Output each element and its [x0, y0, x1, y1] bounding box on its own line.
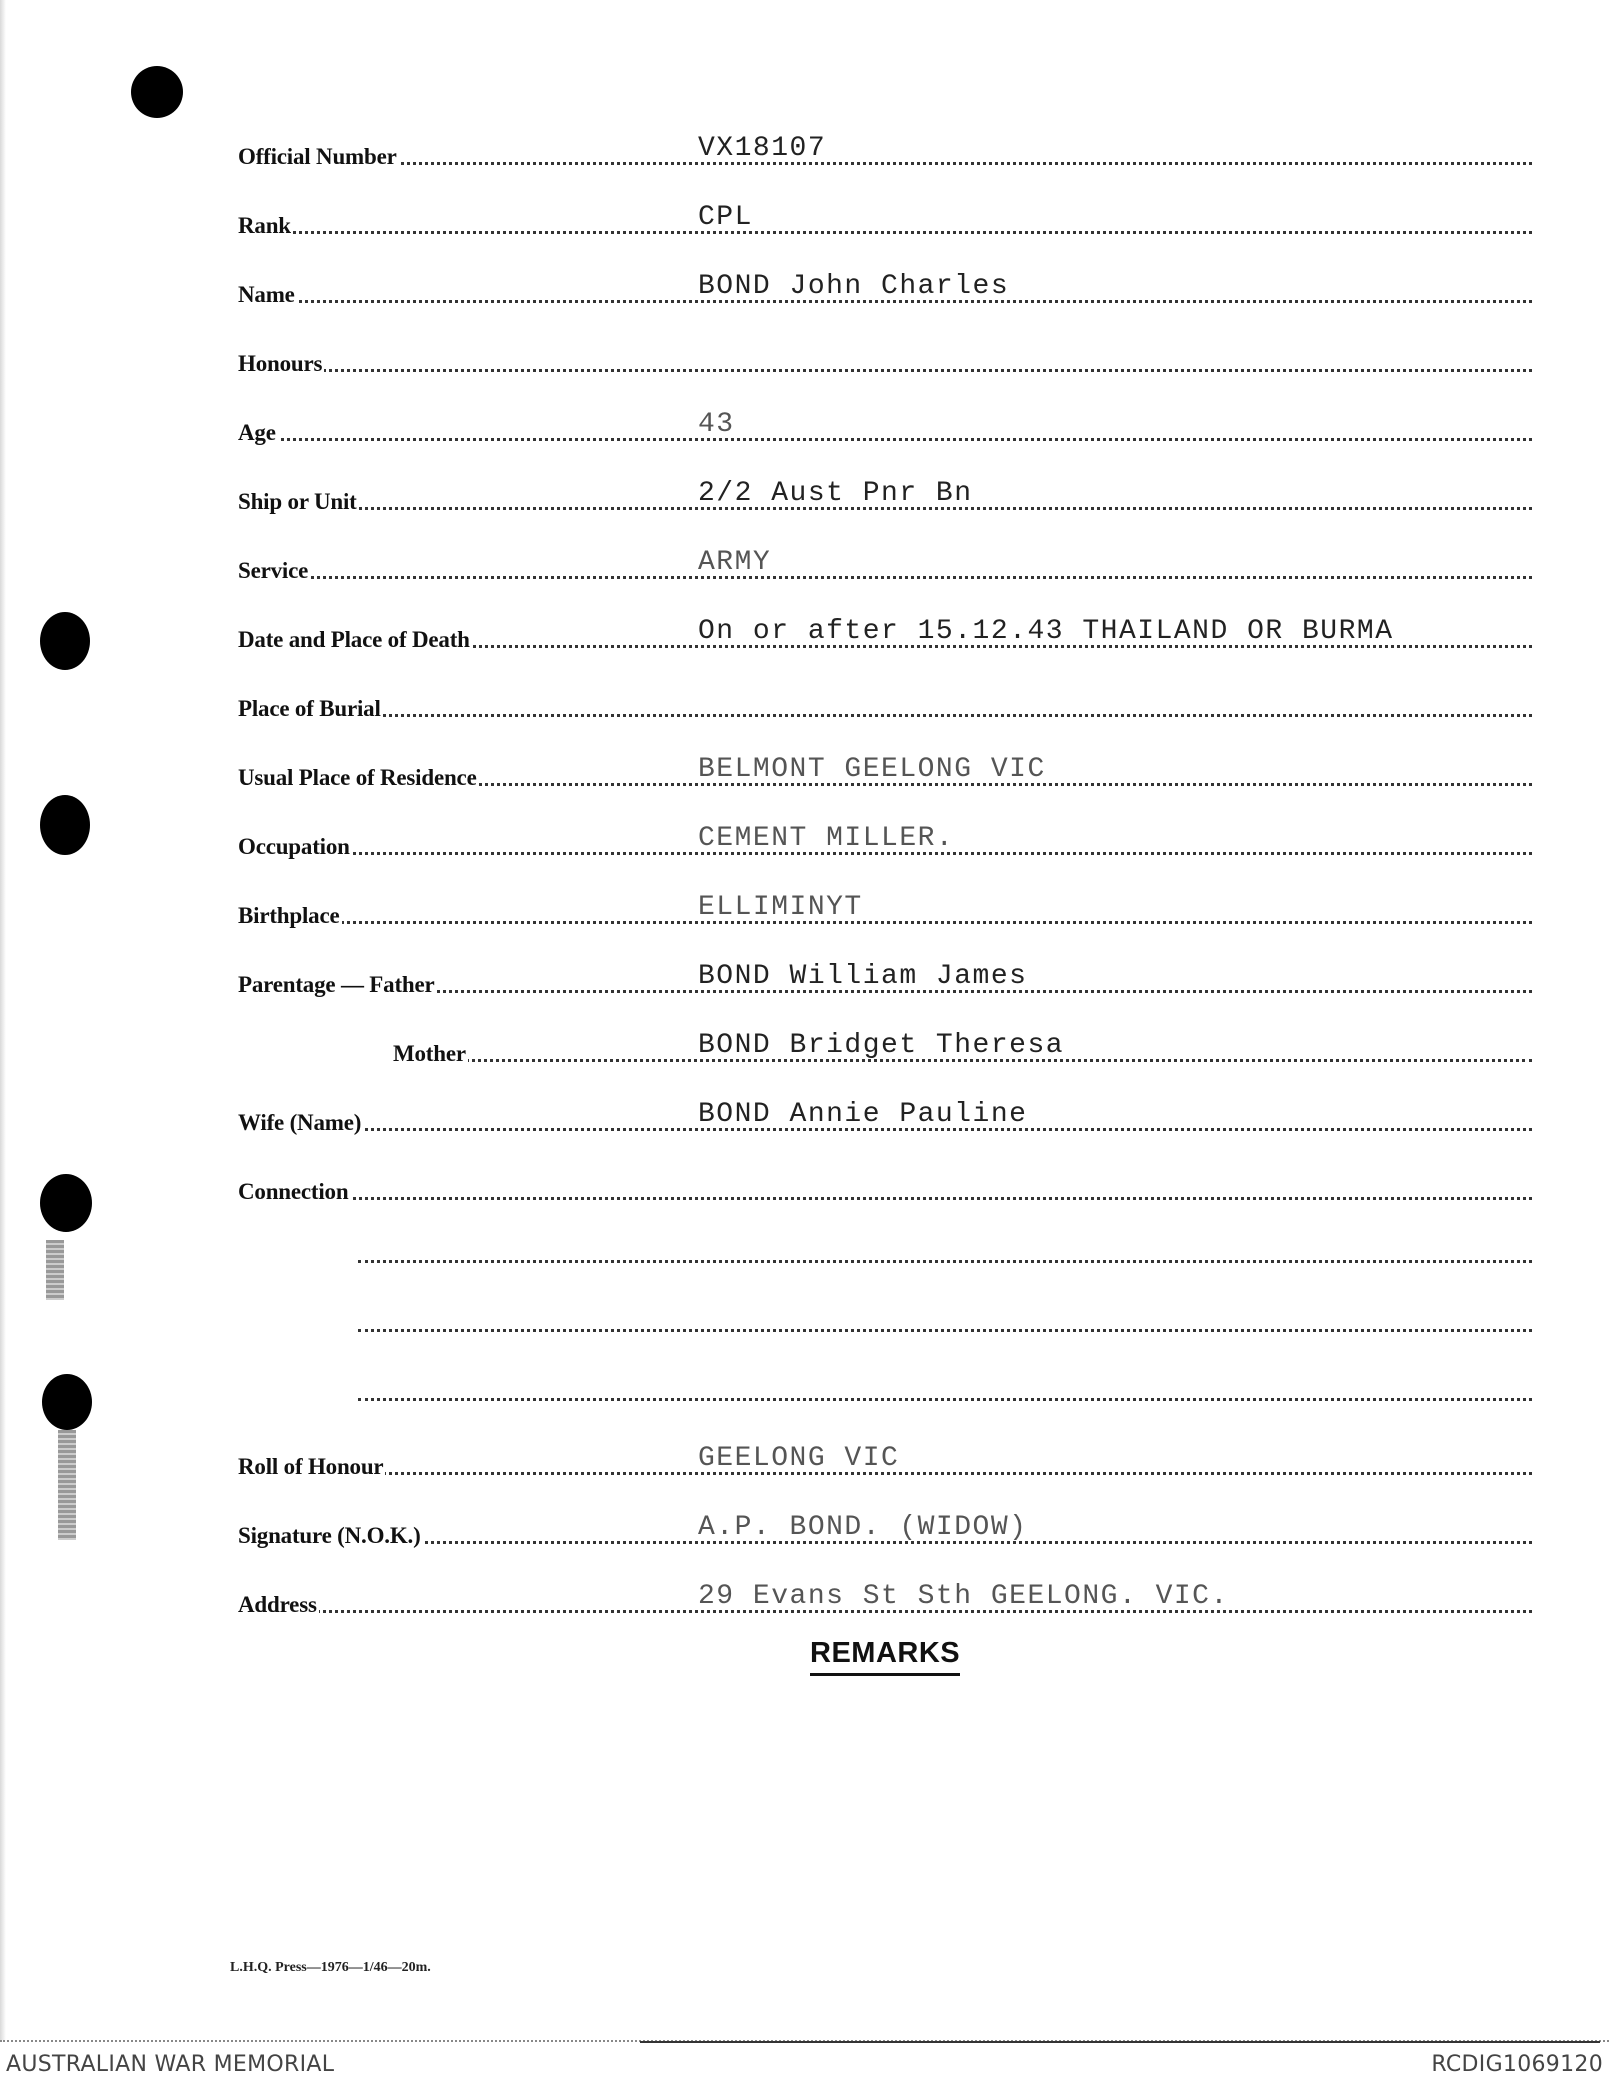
punch-hole — [42, 1374, 92, 1430]
footer-divider-solid — [640, 2041, 1600, 2043]
field-label: Honours — [238, 351, 323, 376]
field-parentage-father — [238, 958, 1532, 998]
field-value: GEELONG VIC — [698, 1443, 900, 1474]
field-occupation — [238, 820, 1532, 860]
field-address — [238, 1578, 1532, 1618]
field-value: A.P. BOND. (WIDOW) — [698, 1512, 1028, 1543]
field-birthplace — [238, 889, 1532, 929]
field-label: Place of Burial — [238, 696, 381, 721]
binding-mark — [46, 1240, 64, 1300]
field-date-place-of-death — [238, 613, 1532, 653]
field-value: ARMY — [698, 547, 772, 578]
field-value: On or after 15.12.43 THAILAND OR BURMA — [698, 616, 1394, 647]
field-label: Signature (N.O.K.) — [238, 1523, 421, 1548]
field-value: BELMONT GEELONG VIC — [698, 754, 1046, 785]
field-label: Address — [238, 1592, 317, 1617]
field-usual-residence — [238, 751, 1532, 791]
field-label: Wife (Name) — [238, 1110, 362, 1135]
connection-blank-line — [358, 1394, 1532, 1401]
field-value: BOND William James — [698, 961, 1028, 992]
field-label: Birthplace — [238, 903, 340, 928]
field-label: Occupation — [238, 834, 350, 859]
connection-blank-line — [358, 1256, 1532, 1263]
field-label: Service — [238, 558, 309, 583]
field-wife-name — [238, 1096, 1532, 1136]
dotted-line — [238, 369, 1532, 372]
scan-edge — [0, 0, 6, 2040]
field-value: ELLIMINYT — [698, 892, 863, 923]
field-age — [238, 406, 1532, 446]
field-label: Rank — [238, 213, 291, 238]
field-official-number — [238, 130, 1532, 170]
dotted-line — [238, 1197, 1532, 1200]
field-value: VX18107 — [698, 133, 827, 164]
field-label: Roll of Honour — [238, 1454, 384, 1479]
field-honours — [238, 337, 1532, 377]
punch-hole — [40, 1174, 92, 1232]
punch-hole — [40, 612, 90, 670]
punch-hole — [40, 795, 90, 855]
field-parentage-mother — [238, 1027, 1532, 1067]
field-name — [238, 268, 1532, 308]
field-rank — [238, 199, 1532, 239]
dotted-line — [238, 576, 1532, 579]
dotted-line — [238, 162, 1532, 165]
field-label: Usual Place of Residence — [238, 765, 477, 790]
dotted-line — [238, 438, 1532, 441]
footer-institution: AUSTRALIAN WAR MEMORIAL — [6, 2052, 335, 2077]
field-value: 2/2 Aust Pnr Bn — [698, 478, 973, 509]
field-ship-or-unit — [238, 475, 1532, 515]
print-code: L.H.Q. Press—1976—1/46—20m. — [230, 1960, 431, 1975]
binding-mark — [58, 1430, 76, 1540]
field-label: Official Number — [238, 144, 397, 169]
connection-blank-line — [358, 1325, 1532, 1332]
punch-hole — [131, 66, 183, 118]
field-value: BOND Annie Pauline — [698, 1099, 1028, 1130]
field-label: Age — [238, 420, 276, 445]
field-label: Name — [238, 282, 295, 307]
field-label: Mother — [393, 1041, 466, 1066]
dotted-line — [238, 714, 1532, 717]
footer-record-id: RCDIG1069120 — [1431, 2052, 1603, 2077]
field-value: 29 Evans St Sth GEELONG. VIC. — [698, 1581, 1229, 1612]
field-value: BOND John Charles — [698, 271, 1010, 302]
dotted-line — [238, 921, 1532, 924]
field-roll-of-honour — [238, 1440, 1532, 1480]
field-signature-nok — [238, 1509, 1532, 1549]
field-label: Connection — [238, 1179, 349, 1204]
field-value: 43 — [698, 409, 735, 440]
dotted-line — [238, 231, 1532, 234]
field-label: Parentage — Father — [238, 972, 435, 997]
field-connection — [238, 1165, 1532, 1205]
remarks-heading: REMARKS — [810, 1637, 960, 1676]
field-label: Date and Place of Death — [238, 627, 470, 652]
field-value: CPL — [698, 202, 753, 233]
field-place-of-burial — [238, 682, 1532, 722]
field-label: Ship or Unit — [238, 489, 357, 514]
field-value: BOND Bridget Theresa — [698, 1030, 1065, 1061]
field-value: CEMENT MILLER. — [698, 823, 955, 854]
field-service — [238, 544, 1532, 584]
